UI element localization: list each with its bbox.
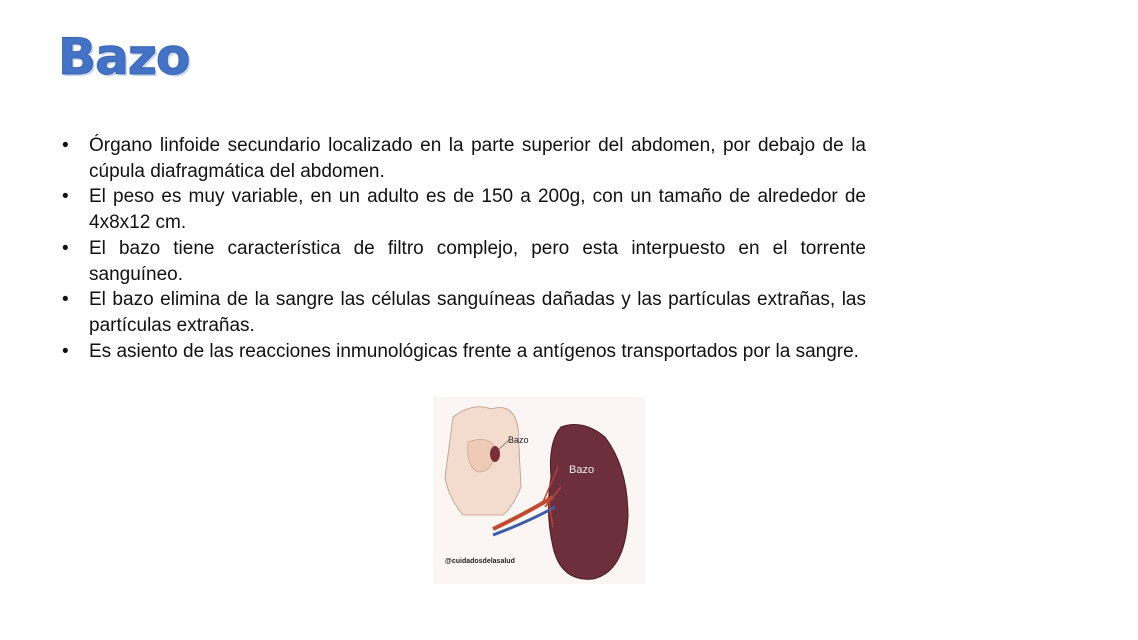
bullet-marker: • bbox=[62, 135, 69, 156]
slide-title: Bazo bbox=[58, 28, 190, 86]
bullet-marker: • bbox=[62, 237, 69, 259]
bullet-text: Órgano linfoide secundario localizado en la parte superior del abdomen, por debajo de la cúpula diafragmática del abdomen. bbox=[89, 135, 866, 182]
spleen-drawing bbox=[433, 397, 645, 584]
spleen-illustration bbox=[433, 397, 645, 584]
bullet-text: El bazo tiene característica de filtro complejo, pero esta interpuesto en el torrente sanguíneo. bbox=[89, 237, 866, 285]
bullet-marker: • bbox=[62, 340, 69, 362]
bullet-marker: • bbox=[62, 186, 69, 208]
bullet-list bbox=[62, 133, 866, 364]
figure-label-small: Bazo bbox=[508, 435, 529, 445]
bullet-item bbox=[62, 339, 866, 365]
bullet-item bbox=[62, 133, 866, 184]
bullet-item bbox=[62, 287, 866, 338]
bullet-marker: • bbox=[62, 289, 69, 311]
figure-label-large: Bazo bbox=[569, 464, 595, 476]
bullet-text: Es asiento de las reacciones inmunológicas frente a antígenos transportados por la sangre. bbox=[89, 340, 859, 362]
bullet-text: El bazo elimina de la sangre las células sanguíneas dañadas y las partículas extrañas, las partículas extrañas. bbox=[89, 289, 866, 336]
bullet-item bbox=[62, 184, 866, 235]
bullet-text: El peso es muy variable, en un adulto es de 150 a 200g, con un tamaño de alrededor de 4x8x12 cm. bbox=[89, 186, 866, 234]
figure-credit: @cuidadosdelasalud bbox=[445, 558, 515, 565]
bullet-item bbox=[62, 236, 866, 287]
